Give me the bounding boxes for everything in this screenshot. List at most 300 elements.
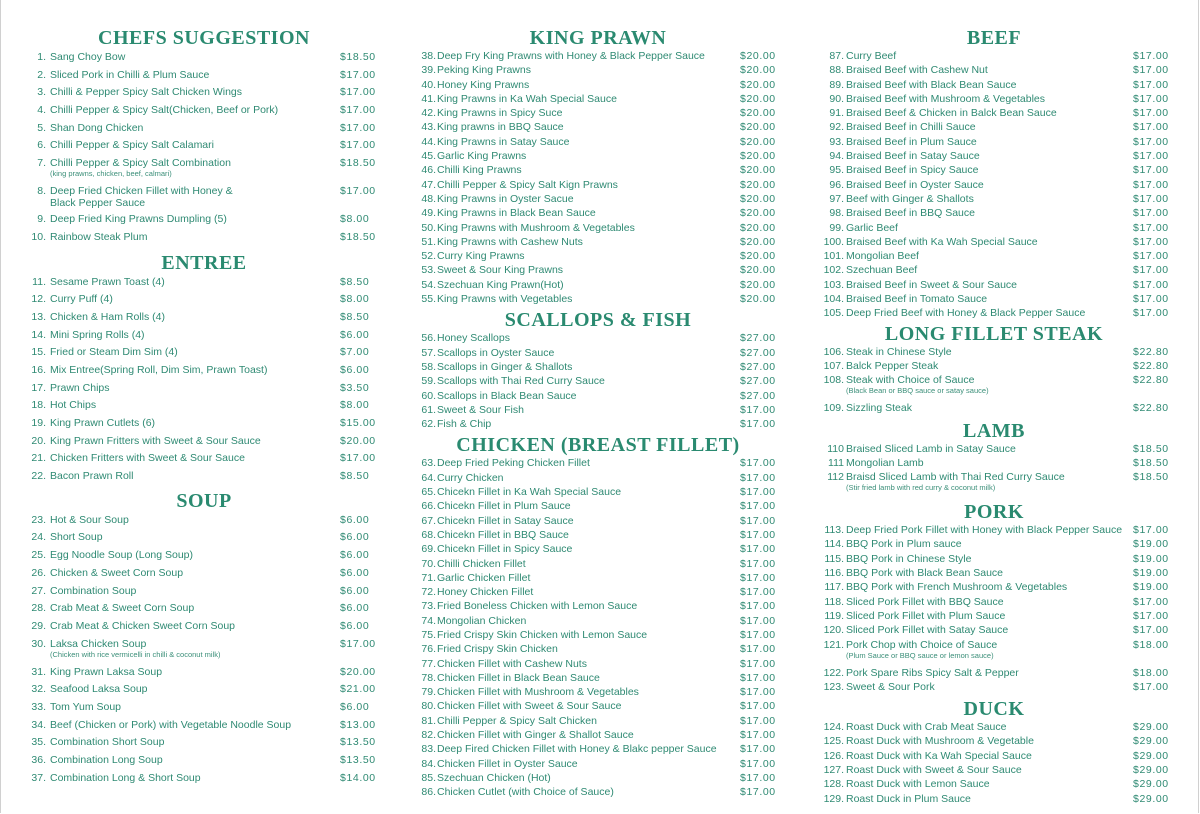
item-price: $17.00	[740, 743, 776, 756]
item-price: $17.00	[740, 557, 776, 570]
item-price: $18.50	[1133, 471, 1169, 484]
item-name: BBQ Pork with French Mushroom & Vegetables	[846, 581, 1068, 594]
item-name-wrap	[846, 121, 1129, 133]
item-number: 46.	[421, 164, 436, 177]
item-name-wrap	[846, 639, 1129, 660]
item-name-wrap	[437, 222, 736, 234]
item-name: King Prawns with Vegetables	[437, 293, 573, 306]
item-name-wrap	[846, 538, 1129, 550]
item-name: Chicekn Fillet in Ka Wah Special Sauce	[437, 486, 622, 499]
item-price: $17.00	[1133, 609, 1169, 622]
menu-item	[414, 486, 782, 500]
item-name-wrap	[437, 93, 736, 105]
item-number: 3.	[37, 86, 46, 99]
item-name: Szechuan Beef	[846, 264, 918, 277]
item-name-wrap	[437, 361, 736, 373]
item-name-wrap	[846, 581, 1129, 593]
item-name: Chilli Pepper & Spicy Salt(Chicken, Beef or Pork)	[50, 104, 279, 117]
menu-item	[813, 764, 1175, 778]
item-number: 53.	[421, 264, 436, 277]
item-price: $17.00	[1133, 624, 1169, 637]
item-name: Combination Soup	[50, 584, 137, 597]
item-price: $18.50	[1133, 442, 1169, 455]
item-price: $17.00	[1133, 121, 1169, 134]
item-name: Deep Fried Chicken Fillet with Honey &	[50, 185, 233, 198]
item-price: $6.00	[340, 619, 370, 632]
item-name-wrap	[50, 736, 336, 748]
item-name: Chicken & Sweet Corn Soup	[50, 566, 184, 579]
item-price: $20.00	[740, 92, 776, 105]
item-name-wrap	[846, 179, 1129, 191]
item-price: $29.00	[1133, 735, 1169, 748]
item-name: Braised Beef in Chilli Sauce	[846, 121, 976, 134]
item-name: Short Soup	[50, 531, 103, 544]
item-price: $27.00	[740, 375, 776, 388]
item-number: 95.	[829, 164, 844, 177]
item-number: 61.	[421, 403, 436, 416]
item-number: 37.	[31, 771, 46, 784]
menu-item	[24, 364, 384, 382]
item-price: $17.00	[1133, 235, 1169, 248]
item-name-wrap	[846, 150, 1129, 162]
menu-item	[24, 683, 384, 701]
item-number: 40.	[421, 78, 436, 91]
item-price: $8.00	[340, 293, 370, 306]
item-price: $17.00	[340, 637, 376, 650]
item-price: $20.00	[740, 178, 776, 191]
item-name-wrap	[50, 585, 336, 597]
item-name: Szechuan King Prawn(Hot)	[437, 278, 564, 291]
item-price: $17.00	[740, 543, 776, 556]
item-number: 114.	[824, 538, 844, 551]
item-name-wrap	[437, 264, 736, 276]
menu-item	[414, 361, 782, 375]
item-name-wrap	[50, 417, 336, 429]
item-number: 75.	[421, 628, 436, 641]
item-name-wrap	[50, 620, 336, 632]
item-number: 94.	[829, 150, 844, 163]
item-price: $6.00	[340, 328, 370, 341]
item-number: 52.	[421, 250, 436, 263]
item-name-wrap	[846, 360, 1129, 372]
item-number: 110	[827, 442, 844, 455]
item-number: 41.	[421, 92, 436, 105]
item-price: $20.00	[740, 50, 776, 62]
item-name: Chilli & Pepper Spicy Salt Chicken Wings	[50, 86, 242, 99]
item-name: King Prawns with Mushroom & Vegetables	[437, 221, 635, 234]
item-price: $6.00	[340, 363, 370, 376]
menu-item	[813, 193, 1175, 207]
item-name-wrap	[437, 193, 736, 205]
item-number: 99.	[829, 221, 844, 234]
item-price: $20.00	[740, 264, 776, 277]
item-name: Fish & Chip	[437, 418, 492, 431]
menu-item	[414, 222, 782, 236]
item-name: Braised Beef in BBQ Sauce	[846, 207, 975, 220]
menu-item	[414, 700, 782, 714]
item-price: $17.00	[740, 600, 776, 613]
item-number: 30.	[31, 637, 46, 650]
menu-item	[813, 222, 1175, 236]
item-price: $14.00	[340, 771, 376, 784]
item-price: $17.00	[1133, 107, 1169, 120]
menu-item	[813, 402, 1175, 416]
item-name: Braised Beef in Tomato Sauce	[846, 293, 988, 306]
item-name: King Prawns in Spicy Suce	[437, 107, 563, 120]
item-name-wrap	[437, 529, 736, 541]
menu-item	[813, 750, 1175, 764]
item-name: Chicken & Ham Rolls (4)	[50, 310, 165, 323]
item-name-wrap	[846, 264, 1129, 276]
item-number: 86.	[421, 786, 436, 799]
item-name-wrap	[437, 347, 736, 359]
item-name-wrap	[437, 375, 736, 387]
item-name: Curry King Prawns	[437, 250, 525, 263]
item-number: 18.	[31, 399, 46, 412]
item-number: 50.	[421, 221, 436, 234]
menu-item	[24, 602, 384, 620]
item-name: Braised Beef in Plum Sauce	[846, 135, 977, 148]
menu-item	[414, 404, 782, 418]
section-duck	[813, 697, 1175, 807]
item-name: Mini Spring Rolls (4)	[50, 328, 145, 341]
item-number: 62.	[421, 418, 436, 431]
item-price: $8.50	[340, 310, 370, 323]
item-name-wrap	[50, 329, 336, 341]
item-price: $13.50	[340, 736, 376, 749]
item-name-wrap	[846, 346, 1129, 358]
menu-item	[24, 231, 384, 249]
item-list	[813, 50, 1175, 322]
item-name: Garlic Beef	[846, 221, 898, 234]
item-number: 121.	[823, 638, 844, 651]
item-name-wrap	[437, 236, 736, 248]
item-name-wrap	[846, 250, 1129, 262]
item-name-wrap	[437, 164, 736, 176]
menu-item	[414, 772, 782, 786]
item-price: $17.00	[340, 86, 376, 99]
item-name: King Prawns in Ka Wah Special Sauce	[437, 92, 617, 105]
item-price: $20.00	[340, 665, 376, 678]
item-name: Roast Duck in Plum Sauce	[846, 792, 971, 805]
item-name-wrap	[437, 658, 736, 670]
section-title: SCALLOPS & FISH	[504, 309, 692, 332]
menu-item	[24, 51, 384, 69]
item-name: Sizzling Steak	[846, 402, 912, 415]
menu-item	[414, 332, 782, 346]
item-price: $20.00	[740, 164, 776, 177]
item-name-wrap	[846, 624, 1129, 636]
item-name: Combination Long & Short Soup	[50, 771, 201, 784]
item-name: Fried or Steam Dim Sim (4)	[50, 346, 178, 359]
item-name-wrap	[846, 667, 1129, 679]
item-name-wrap	[50, 346, 336, 358]
menu-item	[24, 276, 384, 294]
menu-item	[414, 658, 782, 672]
item-number: 65.	[421, 486, 436, 499]
item-number: 59.	[421, 375, 436, 388]
item-name: Honey Scallops	[437, 332, 510, 345]
item-price: $17.00	[740, 500, 776, 513]
menu-item	[414, 207, 782, 221]
menu-item	[24, 311, 384, 329]
item-name: Combination Short Soup	[50, 736, 165, 749]
menu-item	[813, 121, 1175, 135]
item-name: Braised Beef in Sweet & Sour Sauce	[846, 278, 1018, 291]
menu-item	[813, 735, 1175, 749]
item-price: $20.00	[740, 293, 776, 306]
item-name: Steak with Choice of Sauce	[846, 374, 975, 387]
item-number: 90.	[829, 92, 844, 105]
menu-item	[414, 375, 782, 389]
item-number: 11.	[32, 275, 46, 288]
menu-item	[414, 472, 782, 486]
item-number: 102.	[823, 264, 844, 277]
item-price: $20.00	[740, 278, 776, 291]
item-price: $17.00	[1133, 264, 1169, 277]
menu-item	[24, 122, 384, 140]
item-price: $22.80	[1133, 345, 1169, 358]
item-number: 101.	[823, 250, 844, 263]
item-number: 2.	[37, 68, 46, 81]
item-price: $18.50	[340, 51, 376, 63]
item-name-wrap	[437, 629, 736, 641]
item-name-wrap	[437, 250, 736, 262]
item-name-wrap	[846, 107, 1129, 119]
item-name: Braised Beef in Oyster Sauce	[846, 178, 984, 191]
menu-item	[813, 136, 1175, 150]
menu-item	[24, 139, 384, 157]
item-name: Deep Fry King Prawns with Honey & Black Pepper Sauce	[437, 50, 705, 62]
item-name-wrap	[50, 122, 336, 134]
menu-item	[813, 457, 1175, 471]
menu-item	[24, 754, 384, 772]
item-name-wrap	[437, 686, 736, 698]
item-price: $17.00	[740, 643, 776, 656]
item-name-wrap	[50, 435, 336, 447]
menu-item	[414, 529, 782, 543]
item-name: Deep Fried King Prawns Dumpling (5)	[50, 213, 227, 226]
item-price: $18.50	[340, 230, 376, 243]
item-number: 54.	[421, 278, 436, 291]
item-price: $17.00	[740, 528, 776, 541]
item-name: Sesame Prawn Toast (4)	[50, 275, 165, 288]
item-number: 43.	[421, 121, 436, 134]
section-title: SOUP	[176, 489, 232, 512]
item-number: 1.	[37, 51, 46, 63]
item-name: Curry Beef	[846, 50, 897, 62]
item-number: 74.	[421, 614, 436, 627]
item-price: $29.00	[1133, 749, 1169, 762]
item-number: 83.	[421, 743, 436, 756]
item-price: $17.00	[1133, 92, 1169, 105]
item-list	[24, 514, 384, 790]
item-number: 107.	[823, 359, 844, 372]
item-name-wrap	[846, 402, 1129, 414]
item-number: 79.	[421, 686, 436, 699]
item-name: Chicken Cutlet (with Choice of Sauce)	[437, 786, 614, 799]
item-price: $6.00	[340, 549, 370, 562]
item-name: Curry Puff (4)	[50, 293, 113, 306]
item-number: 58.	[421, 360, 436, 373]
item-name-wrap	[437, 500, 736, 512]
item-name-wrap	[846, 293, 1129, 305]
item-number: 49.	[421, 207, 436, 220]
menu-item	[24, 772, 384, 790]
item-number: 116.	[824, 567, 844, 580]
menu-item	[813, 639, 1175, 667]
item-price: $27.00	[740, 360, 776, 373]
item-name: Chilli Chicken Fillet	[437, 557, 526, 570]
item-name-wrap	[437, 772, 736, 784]
menu-item	[24, 549, 384, 567]
menu-item	[813, 374, 1175, 402]
item-name: Egg Noodle Soup (Long Soup)	[50, 549, 194, 562]
menu-item	[414, 572, 782, 586]
item-name-wrap	[50, 231, 336, 243]
item-number: 125.	[823, 735, 844, 748]
item-price: $20.00	[740, 250, 776, 263]
item-note: (Chicken with rice vermicelli in chilli & coconut milk)	[50, 649, 221, 659]
item-name: King Prawns in Black Bean Sauce	[437, 207, 596, 220]
item-note: (Stir fried lamb with red curry & coconut milk)	[846, 483, 996, 493]
menu-item	[414, 79, 782, 93]
item-price: $17.00	[340, 139, 376, 152]
menu-item	[813, 443, 1175, 457]
item-number: 8.	[37, 185, 46, 198]
menu-item	[414, 250, 782, 264]
menu-item	[813, 581, 1175, 595]
item-number: 122.	[823, 666, 844, 679]
menu-item	[414, 121, 782, 135]
item-number: 22.	[31, 470, 46, 483]
item-number: 17.	[31, 381, 46, 394]
menu-item	[24, 435, 384, 453]
item-name-wrap	[846, 764, 1129, 776]
item-price: $17.00	[740, 757, 776, 770]
item-list	[24, 276, 384, 488]
item-name-wrap	[50, 719, 336, 731]
menu-item	[24, 213, 384, 231]
item-name-wrap	[50, 157, 336, 178]
item-name: Chicken Fillet with Sweet & Sour Sauce	[437, 700, 622, 713]
item-name: BBQ Pork in Chinese Style	[846, 552, 972, 565]
item-name-wrap	[846, 793, 1129, 805]
item-number: 35.	[31, 736, 46, 749]
item-number: 63.	[421, 457, 436, 470]
item-number: 48.	[421, 192, 436, 205]
item-name: King Prawns with Cashew Nuts	[437, 235, 583, 248]
item-name-wrap	[50, 470, 336, 482]
item-name-wrap	[437, 50, 736, 62]
item-name: Chicken Fillet with Cashew Nuts	[437, 657, 587, 670]
item-number: 12.	[31, 293, 46, 306]
item-price: $22.80	[1133, 374, 1169, 387]
menu-item	[813, 150, 1175, 164]
section-soup	[24, 489, 384, 790]
section-entree	[24, 251, 384, 488]
menu-item	[813, 524, 1175, 538]
menu-item	[24, 329, 384, 347]
item-price: $17.00	[340, 104, 376, 117]
item-price: $6.00	[340, 700, 370, 713]
item-number: 73.	[421, 600, 436, 613]
item-number: 15.	[31, 346, 46, 359]
item-number: 66.	[421, 500, 436, 513]
menu-item	[813, 307, 1175, 321]
item-price: $20.00	[740, 64, 776, 77]
item-price: $17.00	[1133, 250, 1169, 263]
item-number: 111	[828, 456, 844, 469]
item-name: Crab Meat & Chicken Sweet Corn Soup	[50, 619, 236, 632]
item-note: (Plum Sauce or BBQ sauce or lemon sauce)	[846, 650, 994, 660]
item-name: Roast Duck with Ka Wah Special Sauce	[846, 749, 1032, 762]
menu-item	[24, 567, 384, 585]
menu-item	[24, 399, 384, 417]
item-name-wrap	[846, 164, 1129, 176]
item-name: Braised Beef with Mushroom & Vegetables	[846, 92, 1046, 105]
item-name: Deep Fried Beef with Honey & Black Pepper Sauce	[846, 307, 1086, 320]
item-price: $19.00	[1133, 552, 1169, 565]
item-name: Honey Chicken Fillet	[437, 586, 534, 599]
menu-item	[414, 600, 782, 614]
item-price: $7.00	[340, 346, 370, 359]
item-number: 60.	[421, 389, 436, 402]
item-number: 93.	[829, 135, 844, 148]
section-title: CHICKEN (BREAST FILLET)	[456, 434, 740, 457]
item-price: $29.00	[1133, 763, 1169, 776]
item-number: 127.	[823, 763, 844, 776]
menu-item	[414, 136, 782, 150]
item-price: $6.00	[340, 584, 370, 597]
menu-item	[414, 418, 782, 432]
item-name: Braised Beef with Cashew Nut	[846, 64, 988, 77]
item-number: 47.	[421, 178, 436, 191]
item-name-wrap	[437, 107, 736, 119]
item-number: 118.	[824, 595, 844, 608]
item-name: Chilli King Prawns	[437, 164, 522, 177]
menu-item	[414, 179, 782, 193]
section-title: ENTREE	[161, 251, 247, 274]
item-number: 80.	[421, 700, 436, 713]
item-note: (king prawns, chicken, beef, calmari)	[50, 169, 172, 179]
item-name-wrap	[846, 721, 1129, 733]
item-name: Combination Long Soup	[50, 754, 163, 766]
menu-item	[813, 721, 1175, 735]
item-name: BBQ Pork in Plum sauce	[846, 538, 962, 551]
item-name: Sliced Pork Fillet with Plum Sauce	[846, 609, 1006, 622]
item-price: $17.00	[740, 671, 776, 684]
item-number: 112	[827, 471, 844, 484]
item-name-wrap	[437, 150, 736, 162]
item-name-wrap	[437, 515, 736, 527]
item-name-wrap	[50, 754, 336, 766]
item-name-wrap	[437, 404, 736, 416]
item-number: 51.	[421, 235, 436, 248]
item-price: $17.00	[740, 786, 776, 799]
item-number: 100.	[823, 235, 844, 248]
item-number: 36.	[31, 754, 46, 766]
item-name-wrap	[437, 558, 736, 570]
item-price: $15.00	[340, 417, 376, 429]
item-number: 129.	[823, 792, 844, 805]
item-name-wrap	[846, 553, 1129, 565]
item-name-wrap	[437, 715, 736, 727]
item-number: 115.	[824, 552, 844, 565]
item-name-wrap	[50, 364, 336, 376]
item-number: 29.	[31, 619, 46, 632]
item-name: Braised Beef in Spicy Sauce	[846, 164, 979, 177]
